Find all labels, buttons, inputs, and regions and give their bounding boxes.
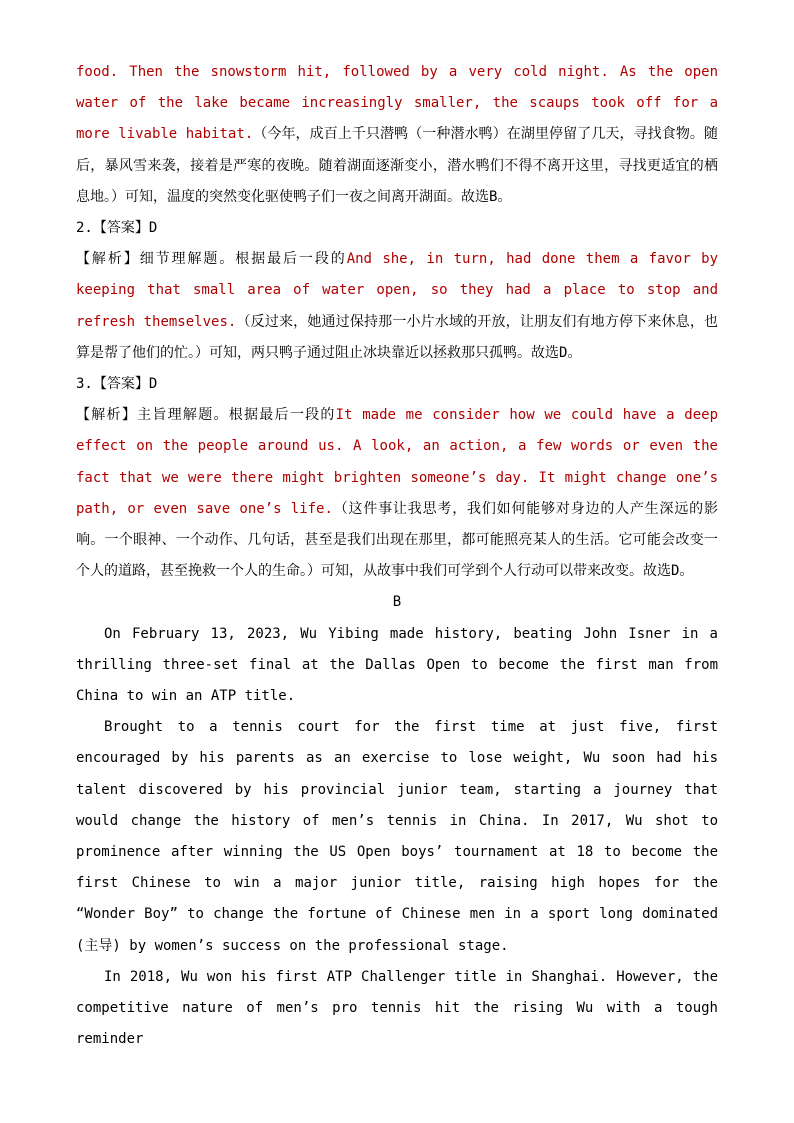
q2-chinese-explanation: （反过来，她通过保持那一小片水域的开放，让朋友们有地方停下来休息，也算是帮了他们的忙。）可知，两只鸭子通过阻止冰块靠近以拯救那只孤鸭。故选D。	[76, 313, 718, 361]
q3-quote-english: It made me consider how we could have a deep effect on the people around us. A look, an action, a few words or even the fact that we were there might brighten someone’s day. It might change one’s path, or even save one’s life.	[76, 407, 719, 517]
q2-analysis	[76, 244, 718, 369]
q3-analysis-intro: 【解析】主旨理解题。根据最后一段的	[76, 407, 336, 424]
q2-analysis-intro: 【解析】细节理解题。根据最后一段的	[76, 251, 347, 268]
passage-paragraph: Brought to a tennis court for the first time at just five, first encouraged by his parents as an exercise to lose weight, Wu soon had his talent discovered by his provincial junior team, starting a journey that would change the history of men’s tennis in China. In 2017, Wu shot to prominence after winning the US Open boys’ tournament at 18 to become the first Chinese to win a major junior title, raising high hopes for the “Wonder Boy” to change the fortune of Chinese men in a sport long dominated (主导) by women’s success on the professional stage.	[76, 719, 718, 954]
q3-answer: 3.【答案】D	[76, 376, 158, 393]
passage-paragraph: On February 13, 2023, Wu Yibing made history, beating John Isner in a thrilling three-set final at the Dallas Open to become the first man from China to win an ATP title.	[76, 625, 718, 705]
q2-quote-english: And she, in turn, had done them a favor by keeping that small area of water open, so they had a place to stop and refresh themselves.	[76, 251, 718, 330]
q3-chinese-explanation: （这件事让我思考，我们如何能够对身边的人产生深远的影响。一个眼神、一个动作、几句话，甚至是我们出现在那里，都可能照亮某人的生活。它可能会改变一个人的道路，甚至挽救一个人的生命。）可知，从故事中我们可学到个人行动可以带来改变。故选D。	[76, 500, 718, 580]
q1-chinese-explanation: （今年，成百上千只潜鸭（一种潜水鸭）在湖里停留了几天，寻找食物。随后，暴风雪来袭，接着是严寒的夜晚。随着湖面逐渐变小，潜水鸭们不得不离开这里，寻找更适宜的栖息地。）可知，温度的突然变化驱使鸭子们一夜之间离开湖面。故选B。	[76, 126, 718, 205]
section-letter: B	[392, 594, 402, 611]
q3-analysis	[76, 400, 718, 587]
passage-paragraph: In 2018, Wu won his first ATP Challenger title in Shanghai. However, the competitive nature of men’s pro tennis hit the rising Wu with a tough reminder	[76, 968, 718, 1048]
q1-quote-english: food. Then the snowstorm hit, followed by a very cold night. As the open water of the lake became increasingly smaller, the scaups took off for a more livable habitat.	[76, 64, 718, 143]
q1-analysis-continuation	[76, 57, 718, 213]
page-content	[76, 57, 718, 1056]
q2-answer: 2.【答案】D	[76, 220, 158, 237]
